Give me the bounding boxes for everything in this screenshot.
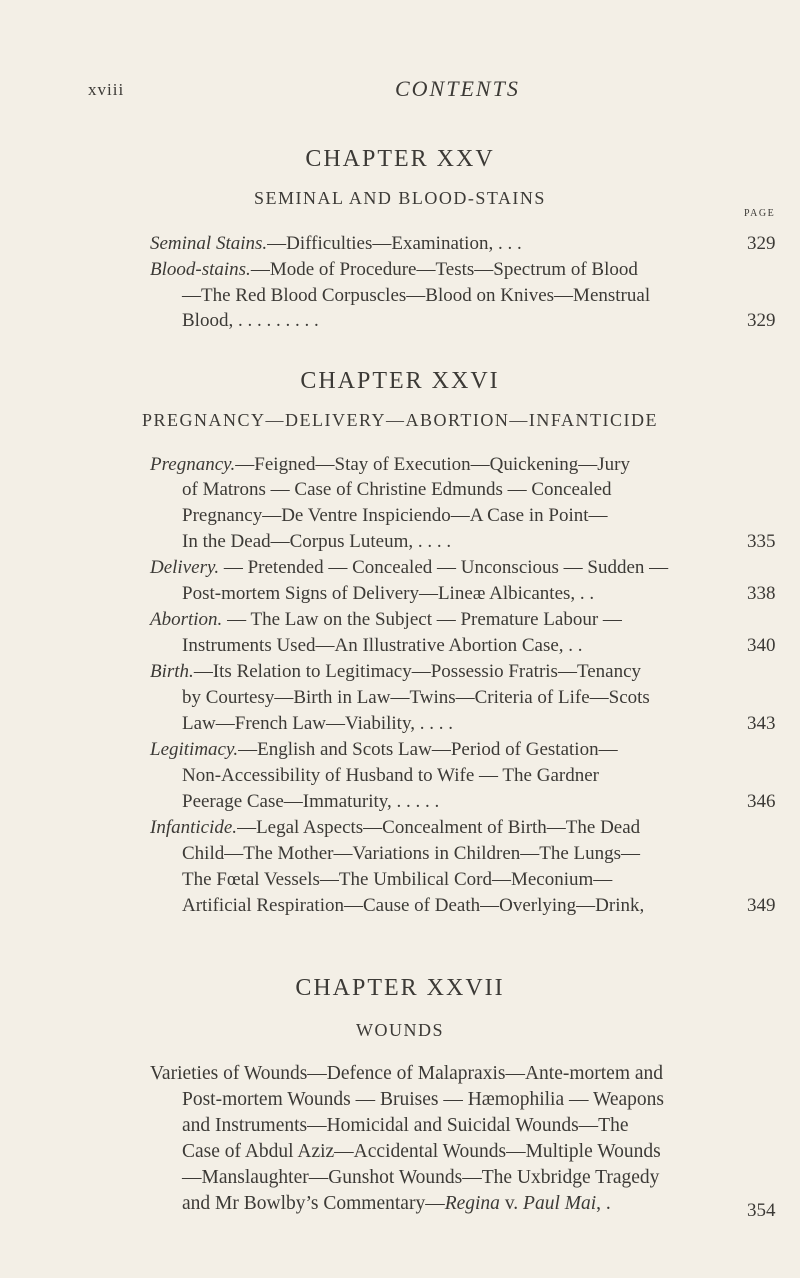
toc-page-number: 338	[747, 583, 776, 604]
toc-entry-pregnancy	[150, 454, 630, 476]
toc-entry-heading: Delivery.	[150, 557, 220, 578]
toc-entry-heading: Legitimacy.	[150, 739, 239, 760]
chapter-25-subtitle: SEMINAL AND BLOOD-STAINS	[254, 188, 546, 208]
toc-entry-text: — The Law on the Subject — Premature Labour —	[222, 609, 622, 630]
toc-entry-text: —Manslaughter—Gunshot Wounds—The Uxbridge Tragedy	[182, 1167, 660, 1188]
toc-entry-text: —Legal Aspects—Concealment of Birth—The Dead	[237, 817, 641, 838]
chapter-27-title: CHAPTER XXVII	[295, 975, 505, 1001]
case-versus: v.	[499, 1193, 524, 1214]
toc-entry-text: Blood, . . . . . . . . .	[182, 310, 319, 331]
toc-entry-seminal-stains	[150, 233, 522, 255]
toc-entry-text: Non-Accessibility of Husband to Wife — The Gardner	[182, 765, 599, 786]
toc-page-number: 349	[747, 895, 776, 916]
chapter-26-subtitle: PREGNANCY—DELIVERY—ABORTION—INFANTICIDE	[141, 410, 659, 430]
toc-entry-text: The Fœtal Vessels—The Umbilical Cord—Meconium—	[182, 869, 613, 890]
toc-entry-infanticide	[150, 817, 640, 839]
toc-entry-abortion	[150, 609, 622, 631]
toc-page-number: 354	[747, 1200, 776, 1221]
toc-entry-text: Child—The Mother—Variations in Children—The Lungs—	[182, 843, 641, 864]
toc-entry-text: Artificial Respiration—Cause of Death—Overlying—Drink,	[182, 895, 645, 916]
chapter-25-title: CHAPTER XXV	[305, 146, 495, 172]
toc-entry-delivery	[150, 557, 668, 579]
toc-page-number: 343	[747, 713, 776, 734]
chapter-27-subtitle: WOUNDS	[356, 1020, 444, 1040]
toc-entry-legitimacy	[150, 739, 618, 761]
toc-page-number: 329	[747, 310, 776, 331]
toc-entry-text: —Its Relation to Legitimacy—Possessio Fratris—Tenancy	[193, 661, 642, 682]
toc-entry-text: by Courtesy—Birth in Law—Twins—Criteria of Life—Scots	[182, 687, 650, 708]
toc-entry-heading: Pregnancy.	[150, 454, 236, 475]
page-column-label: PAGE	[744, 208, 776, 219]
toc-entry-text: and Instruments—Homicidal and Suicidal Wounds—The	[182, 1115, 629, 1136]
toc-entry-text: —English and Scots Law—Period of Gestation—	[238, 739, 618, 760]
toc-entry-text: Instruments Used—An Illustrative Abortion Case, . .	[182, 635, 583, 656]
toc-entry-text: In the Dead—Corpus Luteum, . . . .	[182, 531, 452, 552]
toc-entry-heading: Abortion.	[150, 609, 223, 630]
toc-entry-heading: Birth.	[150, 661, 194, 682]
toc-page-number: 335	[747, 531, 776, 552]
toc-entry-text: Peerage Case—Immaturity, . . . . .	[182, 791, 440, 812]
toc-entry-blood-stains	[150, 259, 638, 281]
toc-entry-text: Post-mortem Wounds — Bruises — Hæmophilia — Weapons	[182, 1089, 665, 1110]
toc-entry-text: and Mr Bowlby’s Commentary—	[182, 1193, 445, 1214]
toc-entry-heading: Blood-stains.	[150, 259, 251, 280]
running-head-title: CONTENTS	[395, 76, 520, 101]
toc-entry-text: —The Red Blood Corpuscles—Blood on Knives—Menstrual	[182, 285, 651, 306]
toc-entry-birth	[150, 661, 641, 683]
toc-entry-text: —Difficulties—Examination, . . .	[267, 233, 522, 254]
toc-entry-text: —Feigned—Stay of Execution—Quickening—Jury	[235, 454, 631, 475]
toc-entry-heading: Seminal Stains.	[150, 233, 268, 254]
toc-leader: , .	[596, 1193, 611, 1214]
toc-page-number: 340	[747, 635, 776, 656]
chapter-26-title: CHAPTER XXVI	[300, 368, 500, 394]
running-head-page-number: xviii	[88, 80, 125, 99]
toc-entry-text: Case of Abdul Aziz—Accidental Wounds—Multiple Wounds	[182, 1141, 661, 1162]
case-name-paul-mai: Paul Mai	[523, 1193, 597, 1214]
toc-page-number: 329	[747, 233, 776, 254]
toc-entry-text: Post-mortem Signs of Delivery—Lineæ Albicantes, . .	[182, 583, 595, 604]
toc-entry-wounds: Varieties of Wounds—Defence of Malapraxis—Ante-mortem and	[150, 1063, 664, 1084]
toc-entry-text: — Pretended — Concealed — Unconscious — Sudden —	[219, 557, 669, 578]
toc-entry-text: Law—French Law—Viability, . . . .	[182, 713, 453, 734]
toc-entry-heading: Infanticide.	[150, 817, 238, 838]
toc-entry-text-last	[182, 1193, 611, 1215]
case-name-regina: Regina	[444, 1193, 500, 1214]
toc-entry-text: of Matrons — Case of Christine Edmunds — Concealed	[182, 479, 612, 500]
toc-page-number: 346	[747, 791, 776, 812]
toc-entry-text: Pregnancy—De Ventre Inspiciendo—A Case in Point—	[182, 505, 608, 526]
toc-entry-text: —Mode of Procedure—Tests—Spectrum of Blood	[250, 259, 638, 280]
